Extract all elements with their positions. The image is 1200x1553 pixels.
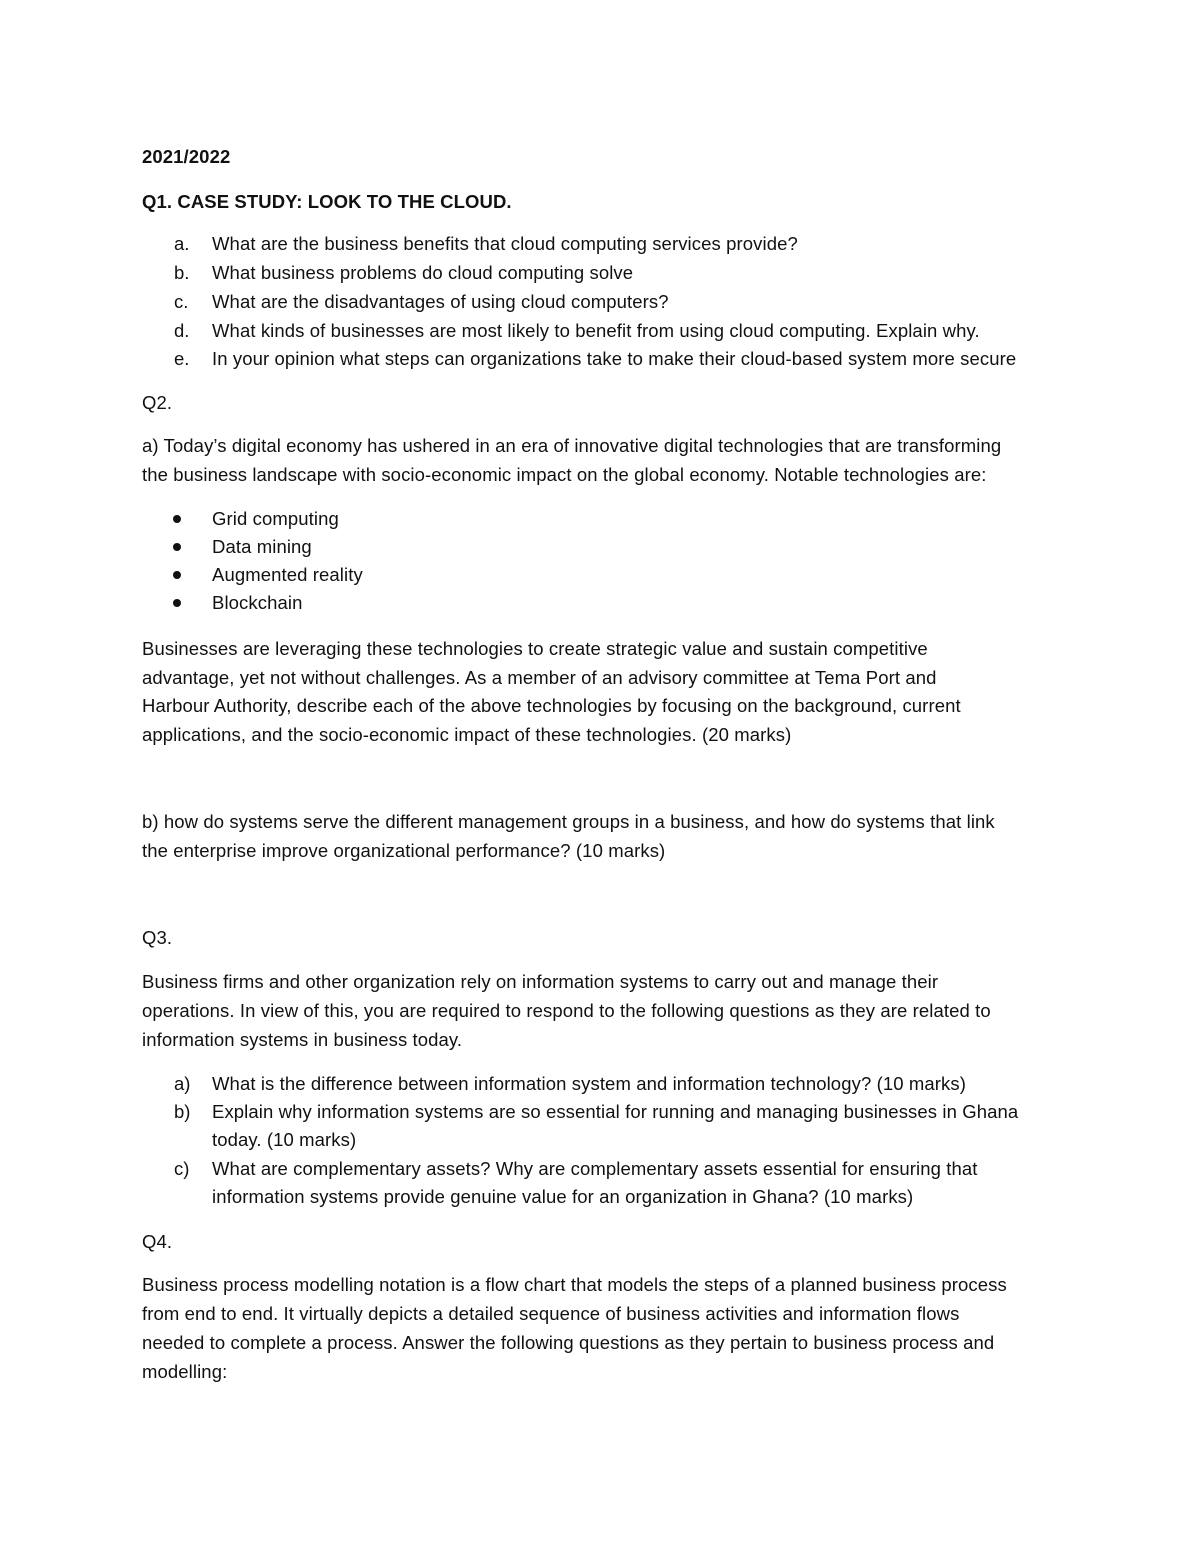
q1-item-marker: c. bbox=[174, 291, 189, 312]
year-heading: 2021/2022 bbox=[142, 146, 231, 167]
bullet-icon bbox=[173, 571, 181, 579]
q2-paragraph-line: applications, and the socio-economic impact of these technologies. (20 marks) bbox=[142, 724, 792, 745]
q1-title: Q1. CASE STUDY: LOOK TO THE CLOUD. bbox=[142, 191, 512, 212]
q4-intro-line: from end to end. It virtually depicts a detailed sequence of business activities and information flows bbox=[142, 1303, 960, 1324]
q2-part-b-line: b) how do systems serve the different management groups in a business, and how do systems that link bbox=[142, 811, 995, 832]
technology-item: Blockchain bbox=[212, 592, 303, 613]
q1-item-text: What kinds of businesses are most likely to benefit from using cloud computing. Explain why. bbox=[212, 320, 980, 341]
q2-intro-line: the business landscape with socio-economic impact on the global economy. Notable technologies are: bbox=[142, 464, 987, 485]
technology-item: Data mining bbox=[212, 536, 312, 557]
technology-item: Grid computing bbox=[212, 508, 339, 529]
bullet-icon bbox=[173, 515, 181, 523]
q1-item-marker: b. bbox=[174, 262, 190, 283]
q1-item-marker: e. bbox=[174, 348, 190, 369]
q4-title: Q4. bbox=[142, 1231, 173, 1252]
q3-item-text: Explain why information systems are so essential for running and managing businesses in Ghana bbox=[212, 1101, 1019, 1122]
q1-item-text: What are the disadvantages of using cloud computers? bbox=[212, 291, 669, 312]
q3-intro-line: operations. In view of this, you are required to respond to the following questions as they are related to bbox=[142, 1000, 991, 1021]
q2-part-b-line: the enterprise improve organizational performance? (10 marks) bbox=[142, 840, 666, 861]
q2-paragraph-line: Businesses are leveraging these technologies to create strategic value and sustain competitive bbox=[142, 638, 928, 659]
q1-item-marker: d. bbox=[174, 320, 190, 341]
q3-item-text: What are complementary assets? Why are complementary assets essential for ensuring that bbox=[212, 1158, 978, 1179]
q3-intro-line: Business firms and other organization rely on information systems to carry out and manage their bbox=[142, 971, 939, 992]
q1-item-text: What business problems do cloud computing solve bbox=[212, 262, 634, 283]
technology-item: Augmented reality bbox=[212, 564, 363, 585]
q1-item-text: In your opinion what steps can organizations take to make their cloud-based system more secure bbox=[212, 348, 1017, 369]
q3-item-marker: a) bbox=[174, 1073, 191, 1094]
q3-item-text: What is the difference between information system and information technology? (10 marks) bbox=[212, 1073, 966, 1094]
bullet-icon bbox=[173, 599, 181, 607]
q2-title: Q2. bbox=[142, 392, 173, 413]
bullet-icon bbox=[173, 543, 181, 551]
q2-intro-line: a) Today’s digital economy has ushered in an era of innovative digital technologies that are transforming bbox=[142, 435, 1002, 456]
q4-intro-line: needed to complete a process. Answer the following questions as they pertain to business process and bbox=[142, 1332, 995, 1353]
q3-item-marker: b) bbox=[174, 1101, 191, 1122]
q3-item-text: today. (10 marks) bbox=[212, 1129, 357, 1150]
q1-item-marker: a. bbox=[174, 233, 190, 254]
q4-intro-line: Business process modelling notation is a flow chart that models the steps of a planned business process bbox=[142, 1274, 1007, 1295]
q3-intro-line: information systems in business today. bbox=[142, 1029, 463, 1050]
q1-item-text: What are the business benefits that cloud computing services provide? bbox=[212, 233, 798, 254]
q2-paragraph-line: advantage, yet not without challenges. As a member of an advisory committee at Tema Port and bbox=[142, 667, 937, 688]
q3-item-text: information systems provide genuine value for an organization in Ghana? (10 marks) bbox=[212, 1186, 914, 1207]
q3-title: Q3. bbox=[142, 927, 173, 948]
q4-intro-line: modelling: bbox=[142, 1361, 228, 1382]
q2-paragraph-line: Harbour Authority, describe each of the above technologies by focusing on the background, current bbox=[142, 695, 961, 716]
q3-item-marker: c) bbox=[174, 1158, 190, 1179]
